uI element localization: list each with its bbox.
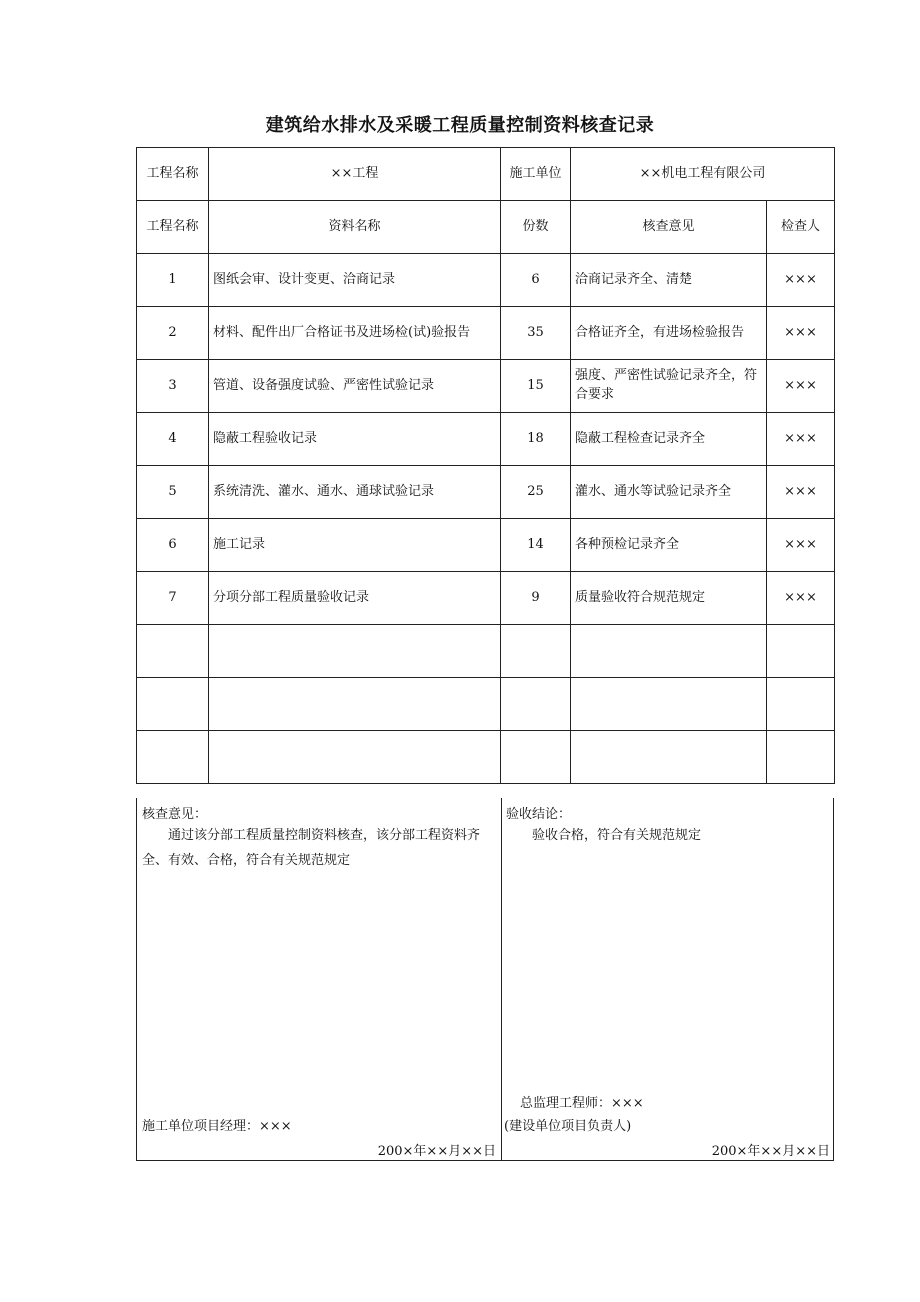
review-opinion: 洽商记录齐全、清楚 — [571, 254, 767, 307]
copy-count: 35 — [501, 307, 571, 360]
chief-supervisor-signature: 总监理工程师：××× — [520, 1096, 644, 1111]
table-row — [137, 307, 835, 360]
review-opinion-panel — [137, 798, 501, 1160]
table-row — [137, 413, 835, 466]
table-row — [137, 519, 835, 572]
row-number: 1 — [137, 254, 209, 307]
row-number: 2 — [137, 307, 209, 360]
checker: ××× — [767, 360, 835, 413]
review-opinion-text: 通过该分部工程质量控制资料核查，该分部工程资料齐全、有效、合格，符合有关规范规定 — [142, 828, 481, 868]
table-row — [137, 678, 835, 731]
review-opinion: 强度、严密性试验记录齐全，符合要求 — [571, 360, 767, 413]
document-name — [209, 625, 501, 678]
review-opinion: 各种预检记录齐全 — [571, 519, 767, 572]
project-name-label: 工程名称 — [137, 148, 209, 201]
document-name — [209, 678, 501, 731]
document-name: 管道、设备强度试验、严密性试验记录 — [209, 360, 501, 413]
acceptance-heading: 验收结论： — [506, 807, 572, 822]
column-header-row — [137, 201, 835, 254]
document-name — [209, 731, 501, 784]
document-name: 材料、配件出厂合格证书及进场检(试)验报告 — [209, 307, 501, 360]
owner-representative-note: (建设单位项目负责人) — [504, 1119, 632, 1134]
col-header-name: 资料名称 — [209, 201, 501, 254]
table-row — [137, 572, 835, 625]
footer-section — [136, 798, 834, 1161]
checker: ××× — [767, 466, 835, 519]
col-header-count: 份数 — [501, 201, 571, 254]
document-name: 分项分部工程质量验收记录 — [209, 572, 501, 625]
page-title: 建筑给水排水及采暖工程质量控制资料核查记录 — [265, 115, 655, 136]
copy-count: 25 — [501, 466, 571, 519]
table-row — [137, 466, 835, 519]
review-opinion: 隐蔽工程检查记录齐全 — [571, 413, 767, 466]
contractor-manager-signature: 施工单位项目经理：××× — [142, 1119, 292, 1134]
copy-count: 6 — [501, 254, 571, 307]
document-name: 图纸会审、设计变更、洽商记录 — [209, 254, 501, 307]
inspection-table — [136, 147, 835, 784]
acceptance-conclusion-panel — [502, 798, 835, 1160]
review-opinion — [571, 678, 767, 731]
row-number — [137, 625, 209, 678]
checker: ××× — [767, 307, 835, 360]
copy-count: 9 — [501, 572, 571, 625]
checker — [767, 731, 835, 784]
row-number: 3 — [137, 360, 209, 413]
project-name-value: ××工程 — [209, 148, 501, 201]
copy-count — [501, 731, 571, 784]
contractor-label: 施工单位 — [501, 148, 571, 201]
review-opinion: 灌水、通水等试验记录齐全 — [571, 466, 767, 519]
right-date: 200×年××月××日 — [711, 1144, 830, 1159]
col-header-checker: 检查人 — [767, 201, 835, 254]
row-number: 4 — [137, 413, 209, 466]
review-opinion — [571, 731, 767, 784]
table-row — [137, 625, 835, 678]
contractor-value: ××机电工程有限公司 — [571, 148, 835, 201]
row-number — [137, 678, 209, 731]
checker: ××× — [767, 572, 835, 625]
col-header-no: 工程名称 — [137, 201, 209, 254]
checker — [767, 625, 835, 678]
copy-count: 14 — [501, 519, 571, 572]
col-header-opinion: 核查意见 — [571, 201, 767, 254]
row-number — [137, 731, 209, 784]
document-name: 系统清洗、灌水、通水、通球试验记录 — [209, 466, 501, 519]
table-row — [137, 731, 835, 784]
row-number: 6 — [137, 519, 209, 572]
document-name: 施工记录 — [209, 519, 501, 572]
table-row — [137, 360, 835, 413]
copy-count — [501, 678, 571, 731]
acceptance-text: 验收合格，符合有关规范规定 — [532, 828, 702, 843]
checker — [767, 678, 835, 731]
checker: ××× — [767, 254, 835, 307]
review-opinion: 合格证齐全，有进场检验报告 — [571, 307, 767, 360]
review-opinion — [571, 625, 767, 678]
copy-count — [501, 625, 571, 678]
copy-count: 15 — [501, 360, 571, 413]
document-name: 隐蔽工程验收记录 — [209, 413, 501, 466]
checker: ××× — [767, 413, 835, 466]
table-row — [137, 254, 835, 307]
copy-count: 18 — [501, 413, 571, 466]
review-opinion-heading: 核查意见： — [142, 807, 208, 822]
checker: ××× — [767, 519, 835, 572]
project-info-row — [137, 148, 835, 201]
review-opinion: 质量验收符合规范规定 — [571, 572, 767, 625]
row-number: 7 — [137, 572, 209, 625]
left-date: 200×年××月××日 — [377, 1144, 496, 1159]
row-number: 5 — [137, 466, 209, 519]
